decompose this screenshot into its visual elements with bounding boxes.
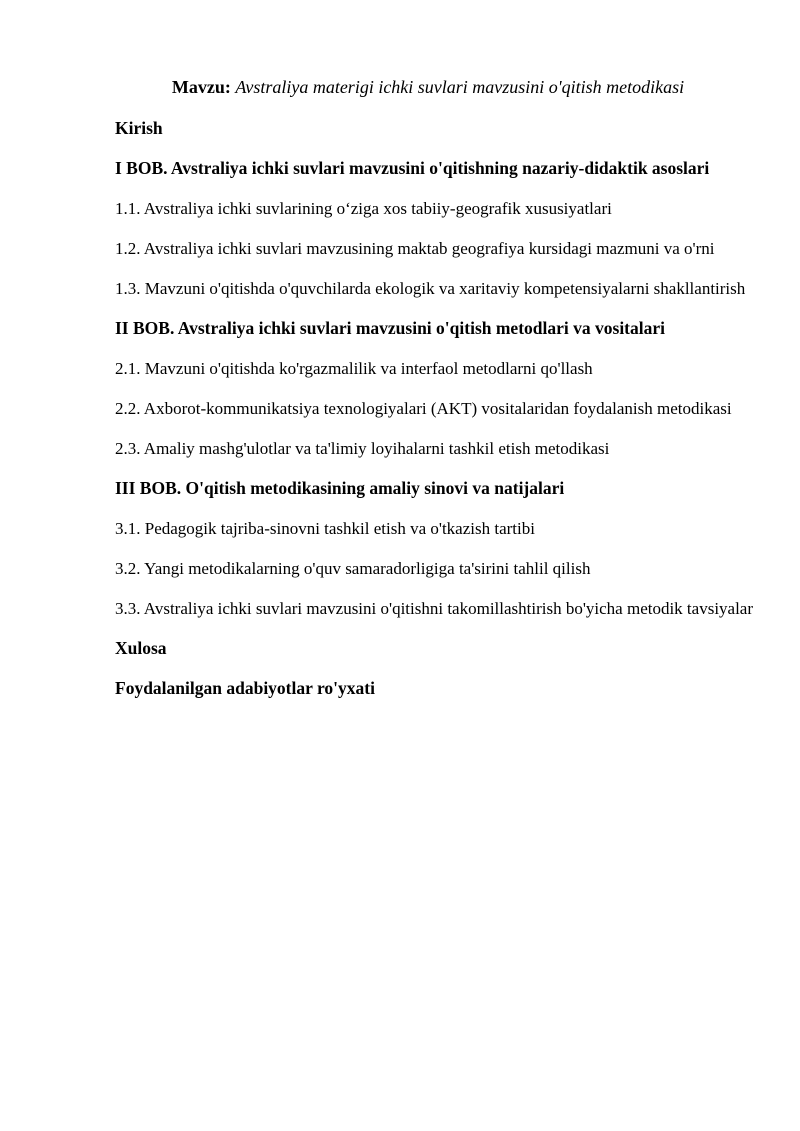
toc-section-1-2: 1.2. Avstraliya ichki suvlari mavzusining maktab geografiya kursidagi mazmuni va o'rni <box>115 239 715 258</box>
toc-section-2-2: 2.2. Axborot-kommunikatsiya texnologiyalari (AKT) vositalaridan foydalanish metodikasi <box>115 399 732 418</box>
toc-section-1-1: 1.1. Avstraliya ichki suvlarining o‘ziga xos tabiiy-geografik xususiyatlari <box>115 199 612 218</box>
toc-chapter-3: III BOB. O'qitish metodikasining amaliy sinovi va natijalari <box>115 478 565 498</box>
table-of-contents <box>115 118 755 718</box>
document-title <box>0 76 800 98</box>
toc-chapter-1: I BOB. Avstraliya ichki suvlari mavzusini o'qitishning nazariy-didaktik asoslari <box>115 158 710 178</box>
toc-section-3-2: 3.2. Yangi metodikalarning o'quv samaradorligiga ta'sirini tahlil qilish <box>115 559 591 578</box>
toc-section-2-3: 2.3. Amaliy mashg'ulotlar va ta'limiy loyihalarni tashkil etish metodikasi <box>115 439 610 458</box>
toc-section-3-1: 3.1. Pedagogik tajriba-sinovni tashkil etish va o'tkazish tartibi <box>115 519 535 538</box>
toc-entry-xulosa: Xulosa <box>115 638 167 658</box>
toc-section-2-1: 2.1. Mavzuni o'qitishda ko'rgazmalilik va interfaol metodlarni qo'llash <box>115 359 593 378</box>
toc-entry-bibliography: Foydalanilgan adabiyotlar ro'yxati <box>115 678 375 698</box>
toc-section-3-3: 3.3. Avstraliya ichki suvlari mavzusini o'qitishni takomillashtirish bo'yicha metodik tavsiyalar <box>115 599 754 618</box>
toc-chapter-2: II BOB. Avstraliya ichki suvlari mavzusini o'qitish metodlari va vositalari <box>115 318 665 338</box>
title-label: Mavzu: <box>171 77 231 97</box>
toc-entry-kirish: Kirish <box>115 118 163 138</box>
toc-section-1-3: 1.3. Mavzuni o'qitishda o'quvchilarda ekologik va xaritaviy kompetensiyalarni shakllantirish <box>115 279 746 298</box>
title-topic: Avstraliya materigi ichki suvlari mavzusini o'qitish metodikasi <box>235 77 685 97</box>
